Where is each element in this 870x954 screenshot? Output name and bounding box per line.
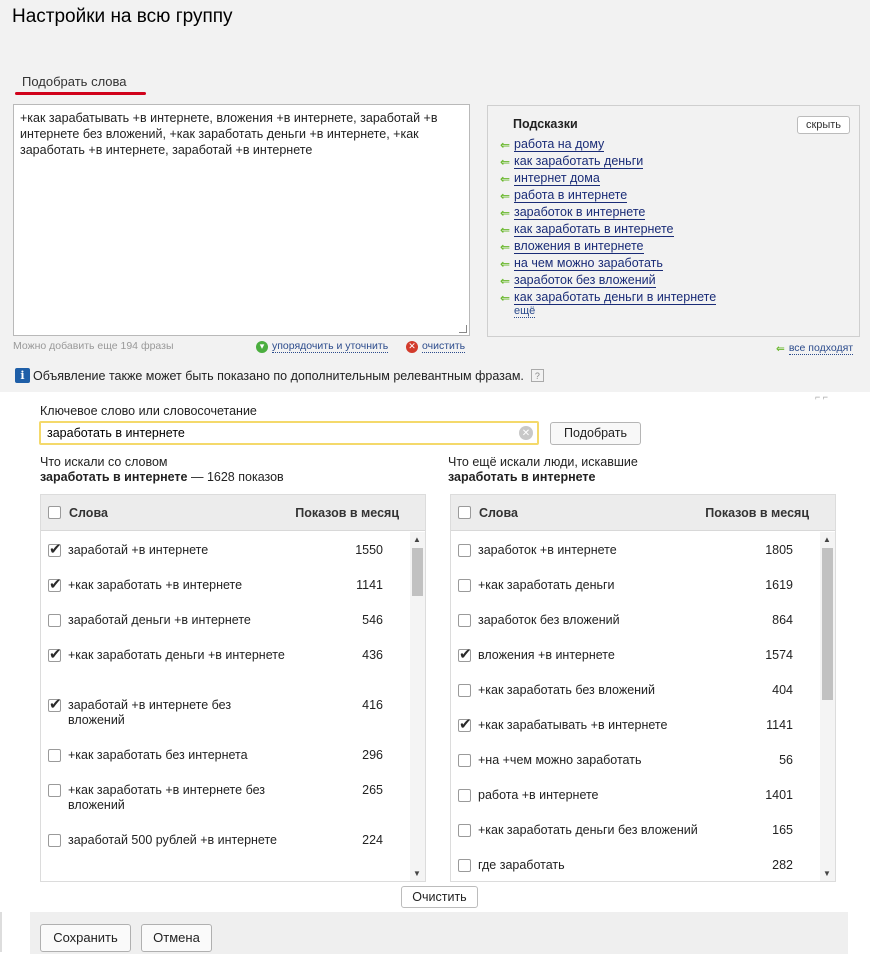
word-text: работа +в интернете — [478, 788, 599, 802]
checkbox-checked[interactable] — [48, 579, 61, 592]
clear-input-icon[interactable]: ✕ — [519, 426, 533, 440]
hint-text[interactable]: интернет дома — [514, 170, 600, 185]
left-caption-keyword: заработать в интернете — [40, 470, 188, 484]
more-hints-link[interactable]: ещё — [514, 305, 536, 317]
word-text: где заработать — [478, 858, 565, 872]
checkbox[interactable] — [458, 544, 471, 557]
right-panel-header — [451, 495, 835, 531]
chevron-down-icon: ▾ — [256, 341, 268, 353]
hint-text[interactable]: заработок в интернете — [514, 204, 646, 219]
word-text: +как заработать деньги +в интернете — [68, 648, 285, 662]
hint-text[interactable]: работа на дому — [514, 136, 605, 151]
notice-text: Объявление также может быть показано по дополнительным релевантным фразам. — [33, 368, 524, 383]
arrow-left-icon[interactable]: ⇐ — [500, 171, 511, 186]
hints-list — [500, 136, 716, 306]
relevant-phrases-notice — [15, 368, 544, 383]
checkbox[interactable] — [48, 784, 61, 797]
left-scrollbar[interactable] — [410, 532, 425, 881]
arrow-left-icon: ⇐ — [776, 342, 785, 355]
word-text: +на +чем можно заработать — [478, 753, 642, 767]
word-text: заработай +в интернете без вложений — [68, 698, 232, 727]
arrow-left-icon[interactable]: ⇐ — [500, 188, 511, 203]
shows-count: 546 — [362, 613, 383, 627]
checkbox[interactable] — [458, 579, 471, 592]
select-all-checkbox[interactable] — [458, 506, 471, 519]
arrow-left-icon[interactable]: ⇐ — [500, 273, 511, 288]
shows-count: 416 — [362, 698, 383, 712]
phrases-text: +как зарабатывать +в интернете, вложения +в интернете, заработай +в интернете без вложений, +как заработать деньги +в интернете, +как заработать +в интернете, заработай +в интернете — [20, 111, 438, 157]
shows-count: 165 — [772, 823, 793, 837]
word-text: +как зарабатывать +в интернете — [478, 718, 668, 732]
pick-button[interactable]: Подобрать — [550, 422, 641, 445]
checkbox[interactable] — [48, 834, 61, 847]
clear-label: очистить — [422, 340, 466, 352]
hint-item[interactable] — [500, 289, 716, 306]
checkbox[interactable] — [458, 754, 471, 767]
right-caption-line2 — [448, 470, 638, 485]
hint-text[interactable]: как заработать в интернете — [514, 221, 674, 236]
shows-count: 296 — [362, 748, 383, 762]
word-text: +как заработать без интернета — [68, 748, 248, 762]
left-caption-line1: Что искали со словом — [40, 455, 168, 469]
hint-item[interactable] — [500, 170, 716, 187]
arrow-left-icon[interactable]: ⇐ — [500, 222, 511, 237]
word-text: +как заработать без вложений — [478, 683, 656, 697]
left-panel-header — [41, 495, 425, 531]
hint-item[interactable] — [500, 221, 716, 238]
right-caption-line1: Что ещё искали люди, искавшие — [448, 455, 638, 469]
keyword-input[interactable] — [39, 421, 539, 445]
shows-count: 1550 — [355, 543, 383, 557]
word-text: заработай +в интернете — [68, 543, 209, 557]
info-icon: i — [15, 368, 30, 383]
hint-text[interactable]: на чем можно заработать — [514, 255, 663, 270]
checkbox[interactable] — [48, 749, 61, 762]
arrange-label: упорядочить и уточнить — [272, 340, 389, 352]
checkbox-checked[interactable] — [458, 719, 471, 732]
left-words-panel — [40, 494, 426, 882]
tab-pick-words[interactable]: Подобрать слова — [22, 74, 127, 89]
hint-text[interactable]: как заработать деньги в интернете — [514, 289, 717, 304]
scroll-down-icon[interactable]: ▼ — [413, 869, 421, 878]
left-caption — [40, 455, 284, 485]
checkbox[interactable] — [48, 614, 61, 627]
shows-count: 1141 — [356, 578, 383, 592]
hint-item[interactable] — [500, 204, 716, 221]
scroll-down-icon[interactable]: ▼ — [823, 869, 831, 878]
hints-panel — [487, 105, 860, 337]
checkbox[interactable] — [458, 824, 471, 837]
clear-phrases-link[interactable] — [406, 340, 465, 353]
hide-hints-button[interactable]: скрыть — [797, 116, 850, 134]
all-fit-label: все подходят — [788, 342, 854, 354]
active-tab-underline — [15, 92, 146, 95]
column-shows: Показов в месяц — [295, 506, 399, 520]
all-fit-link[interactable] — [776, 342, 853, 355]
right-words-panel — [450, 494, 836, 882]
hint-text[interactable]: вложения в интернете — [514, 238, 644, 253]
word-text: +как заработать +в интернете — [68, 578, 243, 592]
shows-count: 404 — [772, 683, 793, 697]
help-icon[interactable]: ? — [531, 369, 544, 382]
keyword-value: заработать в интернете — [47, 426, 185, 440]
column-words: Слова — [479, 506, 518, 520]
scroll-up-icon[interactable]: ▲ — [413, 535, 421, 544]
left-scroll-thumb[interactable] — [412, 548, 423, 596]
keyword-label: Ключевое слово или словосочетание — [40, 404, 257, 418]
checkbox-checked[interactable] — [48, 649, 61, 662]
shows-count: 282 — [772, 858, 793, 872]
hint-text[interactable]: как заработать деньги — [514, 153, 644, 168]
close-icon: ✕ — [406, 341, 418, 353]
shows-count: 1619 — [765, 578, 793, 592]
checkbox[interactable] — [458, 789, 471, 802]
hint-item[interactable] — [500, 255, 716, 272]
hints-title: Подсказки — [513, 117, 578, 131]
hint-item[interactable] — [500, 136, 716, 153]
hint-item[interactable] — [500, 187, 716, 204]
word-text: заработок без вложений — [478, 613, 620, 627]
save-button[interactable]: Сохранить — [40, 924, 131, 952]
shows-count: 1574 — [765, 648, 793, 662]
arrow-left-icon[interactable]: ⇐ — [500, 137, 511, 152]
word-text: +как заработать деньги — [478, 578, 615, 592]
checkbox[interactable] — [458, 859, 471, 872]
word-text: заработай деньги +в интернете — [68, 613, 251, 627]
shows-count: 1805 — [765, 543, 793, 557]
shows-count: 864 — [772, 613, 793, 627]
select-all-checkbox[interactable] — [48, 506, 61, 519]
right-caption-keyword: заработать в интернете — [448, 470, 596, 484]
right-scrollbar[interactable] — [820, 532, 835, 881]
checkbox-checked[interactable] — [48, 544, 61, 557]
shows-count: 224 — [362, 833, 383, 847]
checkbox-checked[interactable] — [48, 699, 61, 712]
arrow-left-icon[interactable]: ⇐ — [500, 290, 511, 305]
arrow-left-icon[interactable]: ⇐ — [500, 205, 511, 220]
arrange-and-refine-link[interactable] — [256, 340, 388, 353]
scroll-up-icon[interactable]: ▲ — [823, 535, 831, 544]
hint-item[interactable] — [500, 238, 716, 255]
hint-item[interactable] — [500, 153, 716, 170]
phrases-textarea[interactable] — [13, 104, 470, 336]
left-caption-line2 — [40, 470, 284, 485]
hint-text[interactable]: заработок без вложений — [514, 272, 656, 287]
hint-text[interactable]: работа в интернете — [514, 187, 628, 202]
cancel-button[interactable]: Отмена — [141, 924, 212, 952]
shows-count: 1401 — [765, 788, 793, 802]
shows-count: 436 — [362, 648, 383, 662]
remaining-phrases-note: Можно добавить еще 194 фразы — [13, 340, 174, 352]
word-text: заработай 500 рублей +в интернете — [68, 833, 278, 847]
right-caption — [448, 455, 638, 485]
arrow-left-icon[interactable]: ⇐ — [500, 239, 511, 254]
word-text: заработок +в интернете — [478, 543, 617, 557]
arrow-left-icon[interactable]: ⇐ — [500, 154, 511, 169]
right-scroll-thumb[interactable] — [822, 548, 833, 700]
shows-count: 1141 — [766, 718, 793, 732]
word-text: +как заработать деньги без вложений — [478, 823, 698, 837]
column-shows: Показов в месяц — [705, 506, 809, 520]
hint-item[interactable] — [500, 272, 716, 289]
shows-count: 56 — [779, 753, 793, 767]
shows-count: 265 — [362, 783, 383, 797]
checkbox-checked[interactable] — [458, 649, 471, 662]
word-text: вложения +в интернете — [478, 648, 615, 662]
page-title: Настройки на всю группу — [12, 6, 233, 27]
arrow-left-icon[interactable]: ⇐ — [500, 256, 511, 271]
column-words: Слова — [69, 506, 108, 520]
checkbox[interactable] — [458, 684, 471, 697]
left-caption-count: — 1628 показов — [187, 470, 284, 484]
checkbox[interactable] — [458, 614, 471, 627]
resize-grip-icon[interactable] — [459, 325, 467, 333]
clear-selection-button[interactable]: Очистить — [401, 886, 478, 908]
decorative-mark: ⌐ ⌐ — [815, 392, 829, 402]
divider — [0, 912, 2, 952]
word-text: +как заработать +в интернете без вложений — [68, 783, 265, 812]
